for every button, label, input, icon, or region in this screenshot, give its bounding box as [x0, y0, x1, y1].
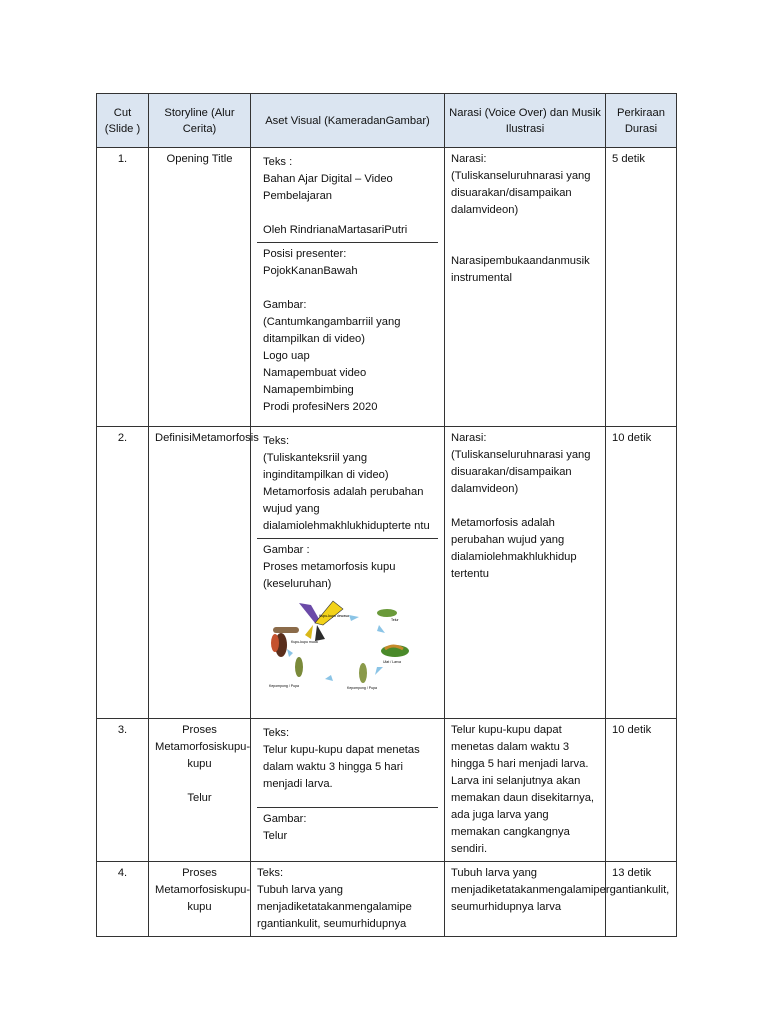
header-aset-visual: Aset Visual (KameradanGambar): [251, 94, 445, 148]
narasi-label: Narasi:: [451, 432, 487, 444]
table-row: [97, 148, 677, 427]
visual-label: Teks :: [263, 156, 293, 168]
narasi-extra: Metamorfosis adalah perubahan wujud yang dialamiolehmakhlukhidup tertentu: [451, 517, 577, 580]
narasi-cell: [445, 148, 606, 427]
table-row: [97, 427, 677, 719]
narasi-text: (Tuliskanseluruhnarasi yang disuarakan/disampaikan dalamvideon): [451, 170, 591, 216]
visual-cell: [251, 148, 445, 427]
storyline-text: Proses Metamorfosiskupu-kupu: [155, 724, 251, 770]
storyline-sub: Telur: [187, 792, 212, 804]
visual-text: Proses metamorfosis kupu (keseluruhan): [263, 561, 396, 590]
visual-label: Teks:: [263, 435, 290, 447]
visual-label: Teks:: [263, 727, 290, 739]
pupa-icon: [359, 663, 367, 683]
pupa-icon: [295, 657, 303, 677]
visual-cell: [251, 862, 445, 937]
storyline-cell: Opening Title: [149, 148, 251, 427]
visual-text: (Cantumkangambarriil yang ditampilkan di video): [263, 316, 401, 345]
visual-label: Teks:: [257, 867, 284, 879]
visual-cell: [251, 719, 445, 862]
visual-text: Tubuh larva yang menjadiketatakanmengalamipe rgantiankulit, seumurhidupnya: [257, 884, 412, 930]
butterfly-icon: [299, 601, 343, 641]
narasi-cell: [445, 427, 606, 719]
visual-label: Gambar:: [263, 813, 307, 825]
emerging-wing-icon: [271, 634, 279, 652]
row-number: 1.: [97, 148, 149, 427]
visual-text: Oleh RindrianaMartasariPutri: [263, 224, 408, 236]
visual-text: Prodi profesiNers 2020: [263, 401, 378, 413]
diagram-label: Kupu-kupu dewasa: [319, 614, 349, 618]
narasi-label: Narasi:: [451, 153, 487, 165]
diagram-label: Kepompong / Pupa: [269, 684, 299, 688]
metamorphosis-diagram: [267, 599, 417, 693]
narasi-cell: Telur kupu-kupu dapat menetas dalam waktu 3 hingga 5 hari menjadi larva. Larva ini selanjutnya akan memakan daun disekitarnya, ada juga larva yang memakan cangkangnya sendiri.: [445, 719, 606, 862]
diagram-label: Kupu-kupu muda: [291, 640, 318, 644]
header-row: [97, 94, 677, 148]
diagram-label: Kepompong / Pupa: [347, 686, 377, 690]
header-cut: Cut (Slide ): [97, 94, 149, 148]
visual-label: Gambar :: [263, 544, 310, 556]
narasi-extra: Narasipembukaandanmusik instrumental: [451, 255, 590, 284]
table-row: [97, 862, 677, 937]
diagram-label: Ulat / Larva: [383, 660, 401, 664]
branch-shape: [273, 627, 299, 633]
durasi-cell: 13 detik: [606, 862, 677, 937]
narasi-text: (Tuliskanseluruhnarasi yang disuarakan/disampaikan dalamvideon): [451, 449, 591, 495]
visual-text: Metamorfosis adalah perubahan wujud yang dialamiolehmakhlukhidupterte ntu: [263, 486, 430, 532]
row-number: 2.: [97, 427, 149, 719]
visual-text: Namapembuat video: [263, 367, 367, 379]
storyline-cell: DefinisiMetamorfosis: [149, 427, 251, 719]
row-number: 4.: [97, 862, 149, 937]
durasi-cell: 10 detik: [606, 427, 677, 719]
visual-text: (Tuliskanteksriil yang inginditampilkan di video): [263, 452, 389, 481]
visual-label: Posisi presenter:: [263, 248, 347, 260]
storyboard-table: [96, 93, 677, 937]
storyline-cell: [149, 719, 251, 862]
visual-cell: [251, 427, 445, 719]
egg-leaf-icon: [377, 609, 397, 617]
visual-text: PojokKananBawah: [263, 265, 358, 277]
gambar-label: Gambar:: [263, 299, 307, 311]
durasi-cell: 5 detik: [606, 148, 677, 427]
narasi-cell: Tubuh larva yang menjadiketatakanmengalamipergantiankulit, seumurhidupnya larva: [445, 862, 606, 937]
visual-text: Telur kupu-kupu dapat menetas dalam waktu 3 hingga 5 hari menjadi larva.: [263, 744, 420, 790]
diagram-label: Telur: [391, 618, 399, 622]
table-row: [97, 719, 677, 862]
visual-text: Bahan Ajar Digital – Video Pembelajaran: [263, 173, 393, 202]
visual-text: Telur: [263, 830, 288, 842]
storyline-cell: Proses Metamorfosiskupu-kupu: [149, 862, 251, 937]
header-narasi: Narasi (Voice Over) dan Musik Ilustrasi: [445, 94, 606, 148]
header-durasi: Perkiraan Durasi: [606, 94, 677, 148]
visual-text: Namapembimbing: [263, 384, 354, 396]
visual-text: Logo uap: [263, 350, 310, 362]
header-storyline: Storyline (Alur Cerita): [149, 94, 251, 148]
row-number: 3.: [97, 719, 149, 862]
durasi-cell: 10 detik: [606, 719, 677, 862]
